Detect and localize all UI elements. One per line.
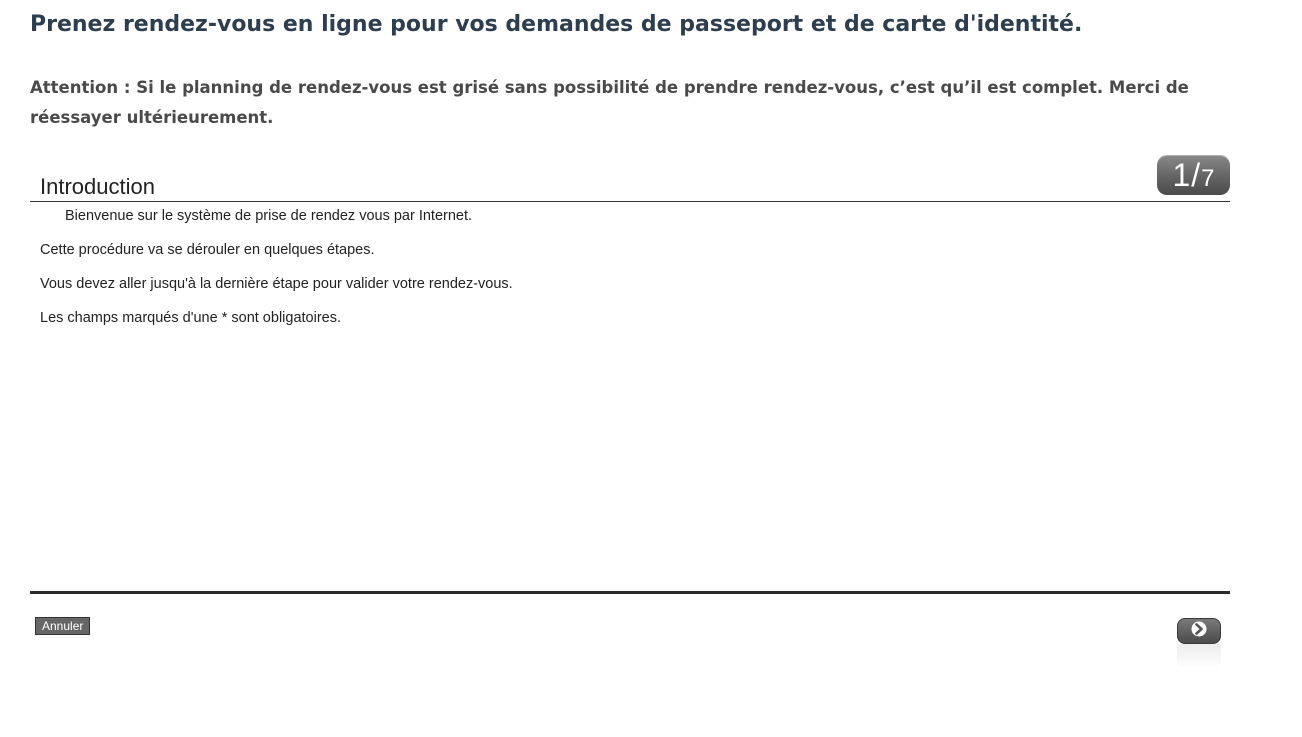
cancel-button[interactable]: Annuler — [35, 617, 90, 635]
step-header — [30, 155, 1230, 202]
required-fields-text: Les champs marqués d'une * sont obligatoires. — [40, 310, 341, 326]
welcome-text: Bienvenue sur le système de prise de rendez vous par Internet. — [65, 208, 473, 224]
chevron-right-icon — [1188, 621, 1210, 641]
validation-text: Vous devez aller jusqu'à la dernière étape pour valider votre rendez-vous. — [40, 276, 513, 292]
step-current: 1 — [1172, 157, 1191, 193]
next-step-button[interactable] — [1177, 618, 1221, 644]
notice-text: Attention : Si le planning de rendez-vous est grisé sans possibilité de prendre rendez-vous, c’est qu’il est complet. Merci de réessayer ultérieurement. — [30, 78, 1189, 127]
step-separator: / — [1191, 157, 1201, 193]
step-counter-badge — [1157, 155, 1230, 195]
next-button-reflection — [1177, 644, 1221, 668]
procedure-text: Cette procédure va se dérouler en quelques étapes. — [40, 242, 375, 258]
step-title: Introduction — [40, 174, 155, 199]
step-content — [40, 206, 1220, 342]
page-title: Prenez rendez-vous en ligne pour vos demandes de passeport et de carte d'identité. — [30, 12, 1083, 37]
step-total: 7 — [1201, 165, 1215, 192]
footer-divider — [30, 591, 1230, 594]
